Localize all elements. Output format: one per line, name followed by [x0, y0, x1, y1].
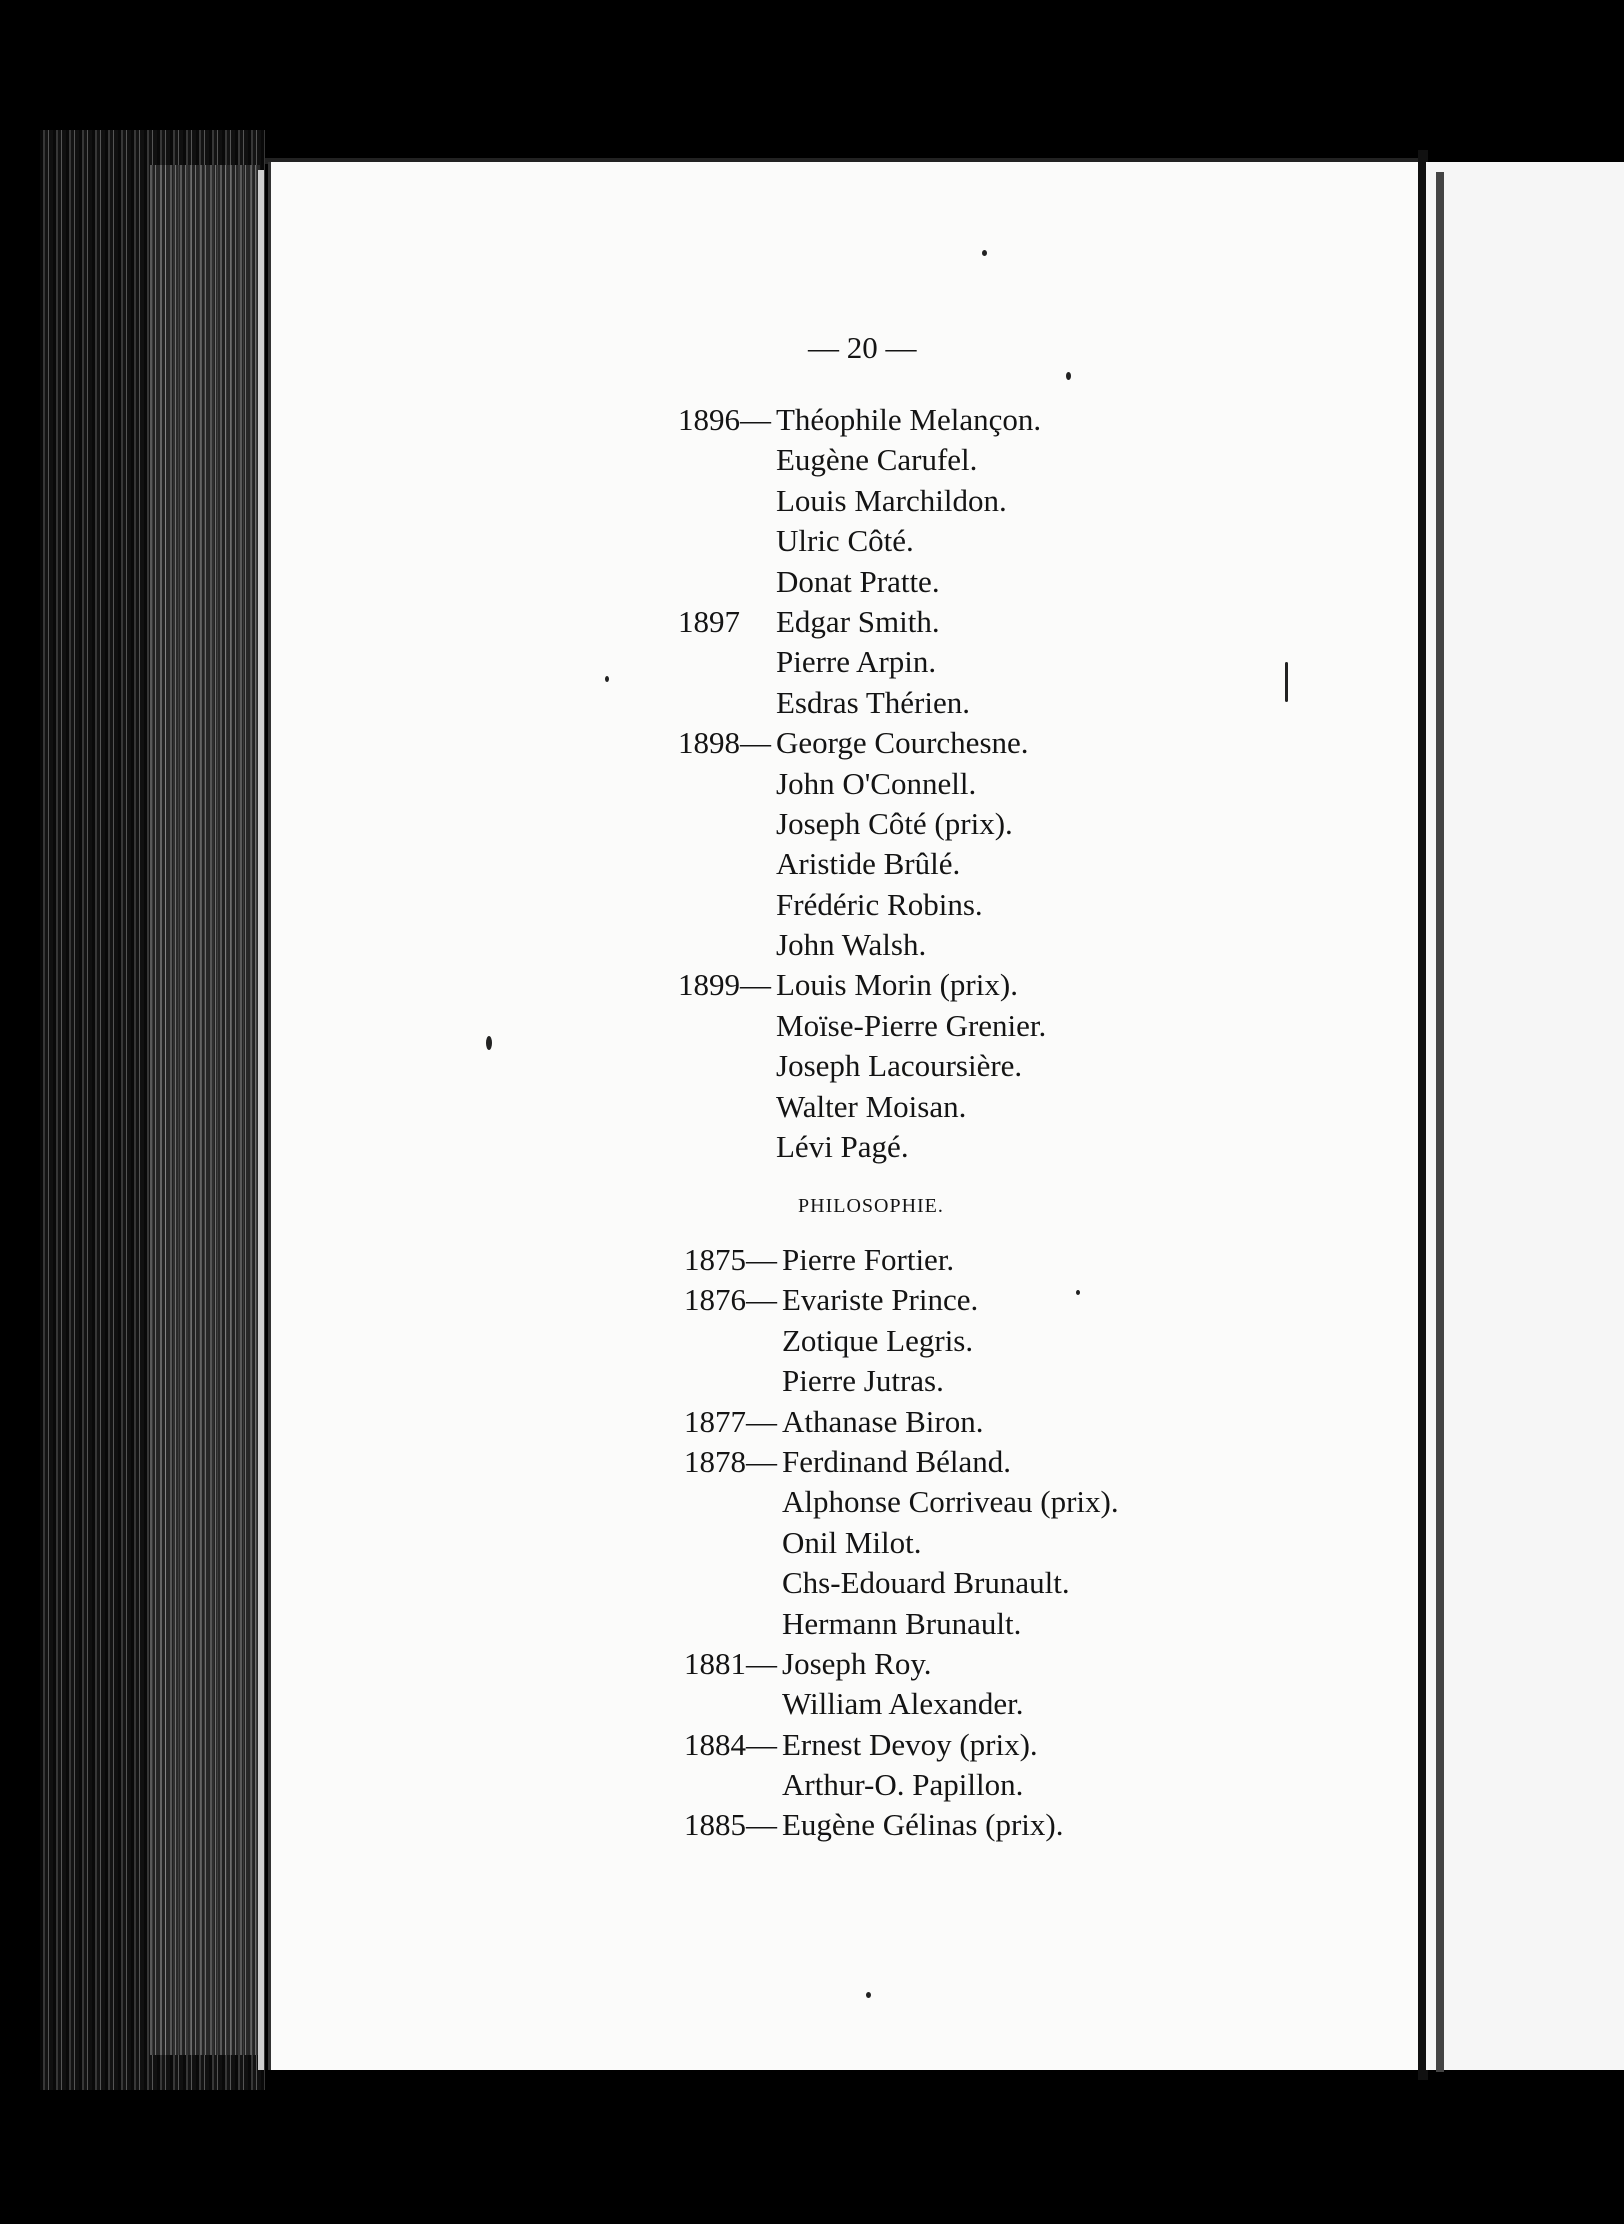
list-entry [678, 965, 1046, 1005]
entry-name: Ernest Devoy (prix). [782, 1726, 1038, 1762]
entry-year: 1896— [678, 402, 771, 437]
entry-name: Théophile Melançon. [776, 402, 1042, 437]
entry-name: Joseph Roy. [782, 1645, 932, 1681]
page-stack-highlight [150, 165, 260, 2055]
list-entry [678, 723, 1046, 763]
scan-speck [1076, 1290, 1080, 1295]
entry-name: Edgar Smith. [776, 603, 940, 639]
entry-name: Joseph Côté (prix). [776, 805, 1013, 841]
spine-line [258, 170, 264, 2070]
list-entry [684, 1482, 1119, 1522]
entry-name: William Alexander. [782, 1686, 1024, 1722]
list-entry [678, 804, 1046, 844]
entry-name: Lévi Pagé. [776, 1129, 909, 1165]
entry-year: 1875— [684, 1242, 777, 1277]
list-entry [678, 764, 1046, 804]
list-entry [684, 1644, 1119, 1684]
list-entry [678, 885, 1046, 925]
list-entry [684, 1563, 1119, 1603]
entry-name: Hermann Brunault. [782, 1605, 1022, 1641]
list-entry [678, 481, 1046, 521]
entry-name: Joseph Lacoursière. [776, 1048, 1023, 1084]
section-heading-philosophie: PHILOSOPHIE. [798, 1195, 944, 1217]
list-entry [678, 1087, 1046, 1127]
list-entry [678, 400, 1046, 440]
entry-year: 1881— [684, 1645, 777, 1681]
entry-name: Eugène Gélinas (prix). [782, 1807, 1064, 1843]
entry-name: Louis Marchildon. [776, 482, 1007, 518]
list-entry [678, 925, 1046, 965]
entry-name: Louis Morin (prix). [776, 967, 1018, 1003]
entry-name: Esdras Thérien. [776, 684, 970, 720]
entry-name: George Courchesne. [776, 725, 1029, 761]
entry-name: Moïse-Pierre Grenier. [776, 1007, 1047, 1043]
page-number: — 20 — [808, 330, 917, 365]
list-entry [684, 1805, 1119, 1845]
scan-speck [982, 250, 987, 256]
scan-speck [866, 1992, 871, 1998]
entry-name: Zotique Legris. [782, 1322, 974, 1358]
list-entry [684, 1523, 1119, 1563]
list-entry [684, 1321, 1119, 1361]
list-entry [678, 1127, 1046, 1167]
entry-year: 1878— [684, 1443, 777, 1479]
facing-page-rule [1436, 172, 1444, 2072]
scan-speck [1066, 372, 1071, 380]
entry-year: 1876— [684, 1282, 777, 1318]
entry-name: Walter Moisan. [776, 1088, 967, 1124]
list-entry [678, 642, 1046, 682]
entry-year: 1877— [684, 1403, 777, 1439]
entry-name: John Walsh. [776, 927, 927, 963]
entry-name: Pierre Arpin. [776, 644, 937, 680]
entry-year: 1884— [684, 1726, 777, 1762]
student-list-section1 [678, 400, 1046, 1167]
list-entry [684, 1725, 1119, 1765]
facing-page [1426, 162, 1624, 2070]
list-entry [678, 562, 1046, 602]
list-entry [684, 1402, 1119, 1442]
list-entry [684, 1442, 1119, 1482]
entry-name: Pierre Jutras. [782, 1363, 944, 1399]
list-entry [678, 440, 1046, 480]
entry-name: Evariste Prince. [782, 1282, 979, 1318]
list-entry [678, 521, 1046, 561]
entry-year: 1885— [684, 1807, 777, 1843]
list-entry [678, 1046, 1046, 1086]
entry-name: Chs-Edouard Brunault. [782, 1565, 1070, 1601]
list-entry [684, 1240, 1119, 1280]
entry-name: Alphonse Corriveau (prix). [782, 1484, 1119, 1520]
entry-year: 1897 [678, 603, 740, 639]
entry-name: Ferdinand Béland. [782, 1443, 1012, 1479]
list-entry [678, 844, 1046, 884]
entry-name: John O'Connell. [776, 765, 977, 801]
entry-name: Donat Pratte. [776, 563, 940, 599]
entry-year: 1899— [678, 967, 771, 1003]
list-entry [684, 1361, 1119, 1401]
list-entry [684, 1765, 1119, 1805]
scan-speck [1285, 662, 1288, 702]
entry-year: 1898— [678, 725, 771, 761]
entry-name: Pierre Fortier. [782, 1242, 955, 1277]
entry-name: Onil Milot. [782, 1524, 922, 1560]
entry-name: Frédéric Robins. [776, 886, 983, 922]
entry-name: Ulric Côté. [776, 523, 914, 559]
list-entry [678, 602, 1046, 642]
list-entry [684, 1684, 1119, 1724]
list-entry [684, 1280, 1119, 1320]
scan-speck [605, 676, 609, 682]
scan-speck [486, 1036, 492, 1050]
entry-name: Eugène Carufel. [776, 442, 978, 478]
list-entry [684, 1604, 1119, 1644]
entry-name: Aristide Brûlé. [776, 846, 961, 882]
entry-name: Arthur-O. Papillon. [782, 1767, 1024, 1803]
entry-name: Athanase Biron. [782, 1403, 984, 1439]
list-entry [678, 1006, 1046, 1046]
list-entry [678, 683, 1046, 723]
student-list-philosophie [684, 1240, 1119, 1846]
